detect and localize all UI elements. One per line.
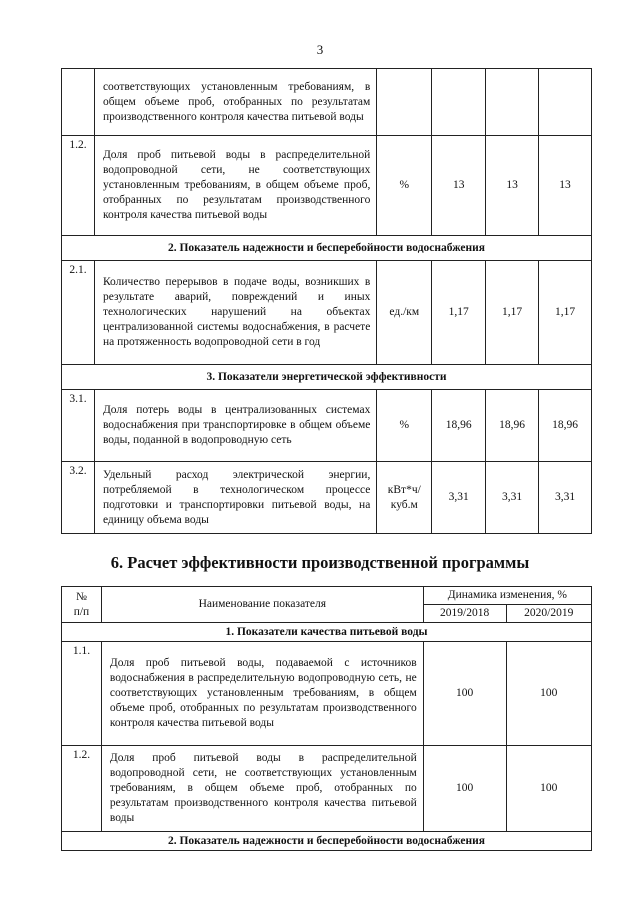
row-value-3: 1,17 xyxy=(539,261,592,365)
row-value-2: 3,31 xyxy=(486,462,539,534)
header-row xyxy=(62,587,592,605)
row-value-3: 3,31 xyxy=(539,462,592,534)
col-number-header xyxy=(62,587,102,623)
section-row xyxy=(62,236,592,261)
section-title: 2. Показатель надежности и бесперебойности водоснабжения xyxy=(62,236,592,261)
row-number: 2.1. xyxy=(62,261,95,365)
row-name-continued: соответствующих установленным требованиям, в общем объеме проб, отобранных по результатам производственного контроля качества питьевой воды xyxy=(94,69,376,136)
row-value-3: 18,96 xyxy=(539,390,592,462)
col-year-2: 2020/2019 xyxy=(506,605,592,623)
section-row xyxy=(62,365,592,390)
section-title: 3. Показатели энергетической эффективности xyxy=(62,365,592,390)
col-year-1: 2019/2018 xyxy=(423,605,506,623)
row-value-2: 100 xyxy=(506,746,592,832)
row-name: Доля проб питьевой воды в распределительной водопроводной сети, не соответствующих установленным требованиям, в общем объеме проб, отобранных по результатам производственного контроля качества питьевой воды xyxy=(101,746,423,832)
table-row xyxy=(62,69,592,136)
row-number: 1.1. xyxy=(62,642,102,746)
row-value-1: 100 xyxy=(423,746,506,832)
row-name: Доля проб питьевой воды в распределительной водопроводной сети, не соответствующих установленным требованиям, в общем объеме проб, отобранных по результатам производственного контроля качества питьевой воды xyxy=(94,136,376,236)
col-dynamics-header: Динамика изменения, % xyxy=(423,587,591,605)
section-row xyxy=(62,832,592,851)
row-unit: кВт*ч/ куб.м xyxy=(377,462,432,534)
row-value-2: 13 xyxy=(486,136,539,236)
row-number: 1.2. xyxy=(62,136,95,236)
section-title: 2. Показатель надежности и бесперебойности водоснабжения xyxy=(62,832,592,851)
table-row xyxy=(62,642,592,746)
row-unit: % xyxy=(377,136,432,236)
col-name-header: Наименование показателя xyxy=(101,587,423,623)
section-row xyxy=(62,623,592,642)
col-number-line1: № xyxy=(75,590,87,603)
section-title: 1. Показатели качества питьевой воды xyxy=(62,623,592,642)
table-row xyxy=(62,390,592,462)
row-value-1: 3,31 xyxy=(432,462,486,534)
row-value-2: 1,17 xyxy=(486,261,539,365)
indicators-table xyxy=(61,68,592,534)
row-name: Количество перерывов в подаче воды, возникших в результате аварий, повреждений и иных технологических нарушений на объектах централизованной системы водоснабжения, в расчете на протяженность водопроводной сети в год xyxy=(94,261,376,365)
table-row xyxy=(62,746,592,832)
page-number: 3 xyxy=(316,42,324,57)
section-heading: 6. Расчет эффективности производственной программы xyxy=(110,553,530,572)
col-number-line2: п/п xyxy=(73,605,90,618)
row-value-1: 1,17 xyxy=(432,261,486,365)
row-value-3: 13 xyxy=(539,136,592,236)
row-unit: ед./км xyxy=(377,261,432,365)
row-unit: % xyxy=(377,390,432,462)
table-row xyxy=(62,136,592,236)
table-row xyxy=(62,261,592,365)
row-value-1: 18,96 xyxy=(432,390,486,462)
row-number: 3.2. xyxy=(62,462,95,534)
row-number: 3.1. xyxy=(62,390,95,462)
efficiency-table xyxy=(61,586,592,851)
row-value-2: 18,96 xyxy=(486,390,539,462)
row-name: Доля проб питьевой воды, подаваемой с источников водоснабжения в распределительную водопроводную сеть, не соответствующих установленным требованиям, в общем объеме проб, отобранных по результатам производственного контроля качества питьевой воды xyxy=(101,642,423,746)
table-row xyxy=(62,462,592,534)
row-value-1: 13 xyxy=(432,136,486,236)
row-value-2: 100 xyxy=(506,642,592,746)
row-name: Удельный расход электрической энергии, потребляемой в технологическом процессе подготовки и транспортировки питьевой воды, на единицу объема воды xyxy=(94,462,376,534)
row-name: Доля потерь воды в централизованных системах водоснабжения при транспортировке в общем объеме воды, поданной в водопроводную сеть xyxy=(94,390,376,462)
row-value-1: 100 xyxy=(423,642,506,746)
row-number: 1.2. xyxy=(62,746,102,832)
